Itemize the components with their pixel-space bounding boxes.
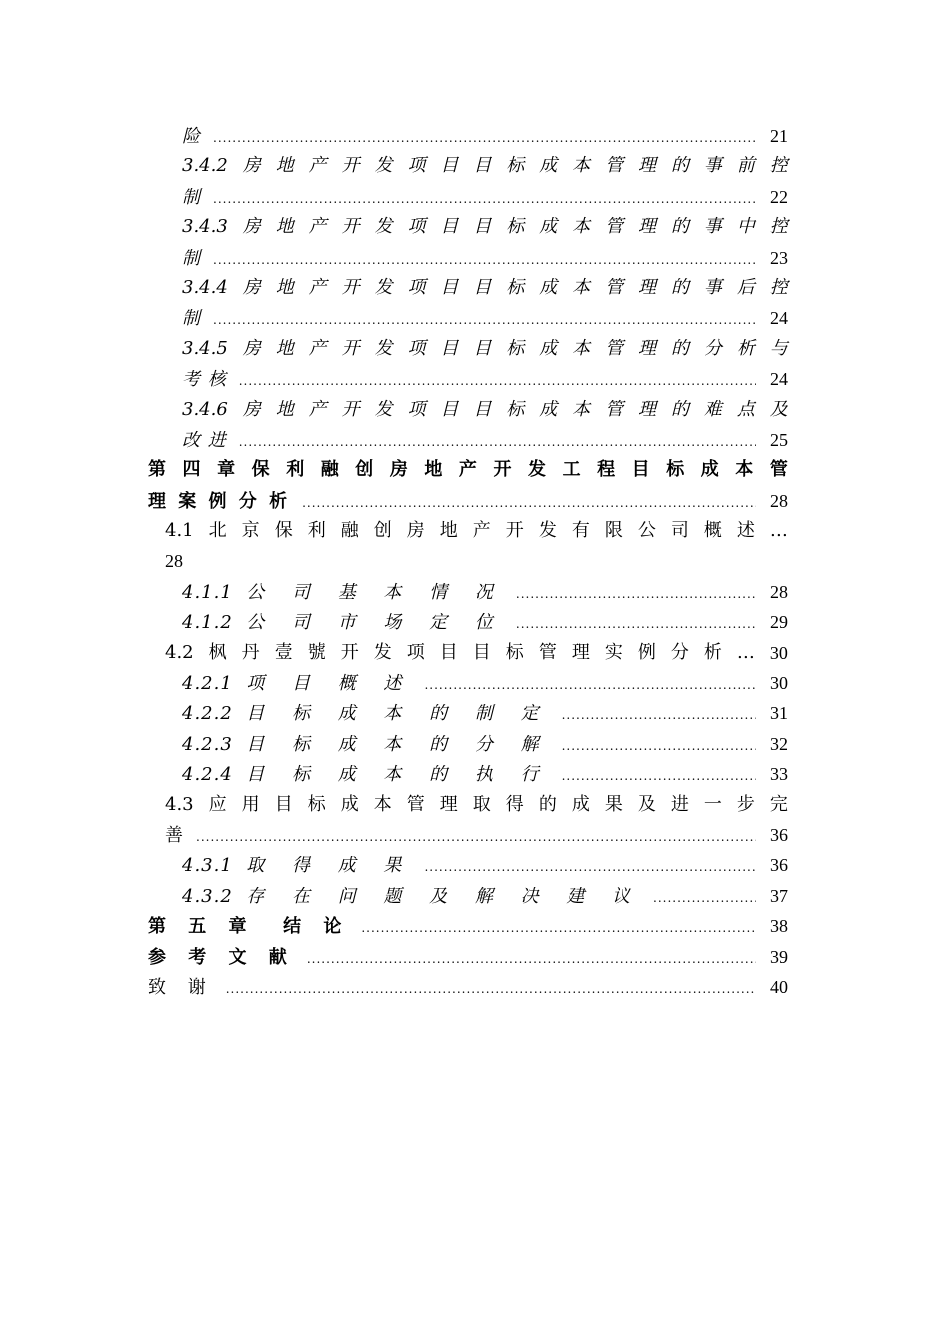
toc-page-number: 32 [770,733,788,754]
title-char: 成 [340,793,359,815]
section-number: 4.1 [165,520,194,542]
toc-entry-title: 第 五 章 结 论 [148,916,350,938]
title-char: 产 [472,520,491,542]
toc-page-number: 39 [770,946,788,967]
title-char: 壹 [274,641,293,663]
dot-leader [424,852,756,882]
toc-section-4-2-4[interactable] [148,759,788,789]
title-char: 发 [374,276,393,298]
title-char: 产 [308,155,327,177]
dot-leader [424,670,756,700]
dot-leader [213,305,756,335]
toc-entry-title: 参 考 文 献 [148,946,295,968]
title-char: 开 [341,276,360,298]
toc-section-4-2-3[interactable] [148,729,788,759]
title-char: 得 [505,793,524,815]
title-char: 成 [700,459,719,481]
title-char: 发 [528,459,547,481]
title-char: 本 [735,459,754,481]
title-char: 控 [769,155,788,177]
title-char: 的 [670,398,689,420]
title-char: 及 [637,793,656,815]
dot-leader [562,761,756,791]
toc-acknowledgements[interactable] [148,972,788,1002]
title-char: 开 [341,398,360,420]
title-char: 进 [670,793,689,815]
title-char: 标 [505,641,524,663]
title-char: 理 [638,216,656,238]
dot-leader [239,427,756,457]
title-char: 开 [341,216,360,238]
title-char: 理 [439,793,458,815]
title-char: 成 [571,793,590,815]
toc-chapter-5[interactable] [148,911,788,941]
title-char: 的 [538,793,557,815]
toc-page-number: 36 [770,824,788,845]
title-char: 目 [440,276,459,298]
title-char: 发 [374,337,393,359]
title-char: 产 [308,337,327,359]
title-char: 融 [340,520,359,542]
title-char: 中 [736,216,755,238]
title-char: 房 [242,155,261,177]
toc-entry-continuation[interactable] [148,182,788,212]
section-number: 4.3.2 [182,885,233,907]
title-char: 房 [242,337,261,359]
toc-entry-3-4-5[interactable] [148,334,788,364]
title-char: 地 [275,276,294,298]
section-number: 4.2 [165,641,194,663]
title-char: 管 [605,337,624,359]
toc-page-number: 37 [770,885,788,906]
section-number: 3.4.5 [182,337,228,359]
title-char: 理 [571,641,590,663]
title-char: 产 [308,216,327,238]
title-char: 完 [769,793,788,815]
title-char: 分 [670,641,689,663]
title-char: 产 [458,459,477,481]
title-char: 前 [736,155,755,177]
title-char: 地 [275,337,294,359]
title-char: 公 [637,520,656,542]
title-char: 事 [703,276,722,298]
title-char: 的 [670,276,689,298]
toc-page-number: 29 [770,612,788,633]
toc-entry-3-4-3[interactable] [148,212,788,242]
title-char: 房 [406,520,425,542]
toc-entry-title: 制 [182,308,201,330]
toc-entry-3-4-6[interactable] [148,395,788,425]
title-char: 第 [148,459,166,481]
dot-leader [307,944,756,974]
dot-leader [196,822,756,852]
toc-section-4-3-2[interactable] [148,881,788,911]
title-char: 项 [407,216,426,238]
title-char: 标 [506,276,525,298]
title-char: 开 [493,459,512,481]
title-char: 目 [440,398,459,420]
title-text: 目 标 成 本 的 执 行 [246,764,550,786]
title-char: 成 [539,398,558,420]
title-char: 京 [241,520,260,542]
title-text: 存 在 问 题 及 解 决 建 议 [246,885,642,907]
section-number: 4.2.1 [182,673,233,695]
title-char: 理 [638,155,656,177]
title-char: 述 [736,520,755,542]
title-char: 地 [439,520,458,542]
title-char: 项 [407,276,426,298]
title-char: 管 [605,216,624,238]
section-number: 3.4.4 [182,276,228,298]
title-char: 地 [424,459,443,481]
dot-leader [562,700,756,730]
toc-entry-title: 致 谢 [148,976,214,998]
section-number: 4.3.1 [182,855,233,877]
title-char: 四 [182,459,201,481]
toc-entry-title: 理 案 例 分 析 [148,490,291,512]
section-number: 4.2.3 [182,733,233,755]
title-char: 一 [703,793,722,815]
title-char: 利 [286,459,305,481]
title-char: 司 [670,520,689,542]
title-text: 目 标 成 本 的 分 解 [246,733,550,755]
title-char: 目 [439,641,458,663]
toc-entry-title [182,273,788,303]
toc-references[interactable] [148,942,788,972]
section-number: 4.2.4 [182,764,233,786]
toc-page-number: 22 [770,186,788,207]
toc-section-4-2-1[interactable] [148,668,788,698]
toc-entry-title [182,395,788,425]
title-char: 概 [703,520,722,542]
title-text: 取 得 成 果 [246,855,413,877]
title-char: 號 [307,641,326,663]
title-char: 成 [539,337,558,359]
toc-entry-title: 善 [165,824,184,846]
title-char: 创 [355,459,374,481]
toc-entry-continuation[interactable] [148,364,788,394]
toc-page-number: 28 [770,581,788,602]
title-char: 目 [473,398,492,420]
title-char: 目 [473,276,492,298]
toc-section-4-3-1[interactable] [148,850,788,880]
title-char: 本 [572,337,591,359]
title-char: 目 [473,337,492,359]
title-char: 发 [374,398,393,420]
toc-section-4-1-1[interactable] [148,577,788,607]
title-char: 开 [341,155,360,177]
title-char: 本 [572,276,591,298]
toc-entry-title [182,608,504,638]
title-char: 利 [307,520,326,542]
title-char: 果 [604,793,623,815]
title-char: 后 [736,276,755,298]
dot-leader [226,974,756,1004]
title-char: 本 [572,398,591,420]
title-char: 目 [440,155,459,177]
title-char: 管 [605,398,624,420]
title-char: 成 [539,155,558,177]
title-char: 例 [637,641,656,663]
title-text: 项 目 概 述 [246,673,413,695]
section-number: 4.3 [165,793,194,815]
title-char: 发 [374,216,393,238]
title-char: 标 [506,398,525,420]
title-text: 公 司 市 场 定 位 [246,612,504,634]
title-char: 项 [407,155,426,177]
dot-leader [562,731,756,761]
title-char: 本 [572,155,591,177]
toc-entry-title [182,669,412,699]
title-char: 限 [604,520,623,542]
section-number: 4.1.2 [182,612,233,634]
toc-entry-title [182,882,641,912]
title-char: 开 [340,641,359,663]
title-char: 成 [539,276,558,298]
ellipsis: … [769,520,788,542]
title-char: 与 [769,337,788,359]
toc-entry-title: 制 [182,186,201,208]
title-char: 的 [670,216,689,238]
toc-entry-title [165,516,788,546]
toc-entry-title [182,578,504,608]
title-char: 房 [242,276,261,298]
title-char: 管 [769,459,788,481]
title-char: 目 [472,641,491,663]
title-char: 房 [389,459,408,481]
title-char: 产 [308,276,327,298]
toc-entry-continuation[interactable] [148,486,788,516]
title-char: 程 [597,459,616,481]
toc-page-number: 24 [770,369,788,390]
toc-entry-continuation[interactable] [148,425,788,455]
title-char: 发 [538,520,557,542]
title-char: 有 [571,520,590,542]
ellipsis: … [736,641,755,663]
title-char: 管 [605,155,624,177]
toc-page-number: 33 [770,764,788,785]
dot-leader [361,913,756,943]
toc-entry-continuation[interactable] [148,243,788,273]
title-char: 项 [407,337,426,359]
toc-entry-continuation[interactable] [148,121,788,151]
title-char: 事 [703,155,722,177]
dot-leader [213,245,756,275]
dot-leader [213,184,756,214]
title-char: 目 [440,337,459,359]
table-of-contents [148,121,788,1002]
title-char: 地 [275,216,294,238]
title-char: 保 [251,459,270,481]
section-number: 3.4.3 [182,216,228,238]
toc-entry-title [165,790,788,820]
title-char: 理 [638,337,656,359]
title-char: 点 [736,398,755,420]
title-char: 北 [208,520,227,542]
dot-leader [213,123,756,153]
toc-section-4-3[interactable] [148,790,788,820]
dot-leader [653,883,756,913]
section-number: 4.1.1 [182,581,233,603]
toc-page-number: 25 [770,429,788,450]
toc-entry-continuation[interactable] [148,303,788,333]
title-char: 房 [242,398,261,420]
title-char: 析 [703,641,722,663]
title-char: 工 [562,459,581,481]
title-char: 的 [670,337,689,359]
dot-leader [516,609,756,639]
toc-page-number: 28 [770,490,788,511]
toc-entry-title [182,760,550,790]
title-char: 房 [242,216,261,238]
title-char: 理 [638,276,656,298]
title-char: 发 [373,641,392,663]
title-char: 目 [440,216,459,238]
title-char: 标 [506,216,525,238]
title-char: 目 [631,459,650,481]
title-char: 实 [604,641,623,663]
title-char: 目 [473,216,492,238]
section-number: 3.4.2 [182,155,228,177]
toc-page-number: 38 [770,916,788,937]
title-char: 步 [736,793,755,815]
toc-entry-title: 制 [182,247,201,269]
title-char: 控 [769,216,788,238]
title-char: 保 [274,520,293,542]
title-text: 公 司 基 本 情 况 [246,581,504,603]
toc-page-number: 31 [770,703,788,724]
title-char: 目 [274,793,293,815]
title-char: 标 [307,793,326,815]
title-char: 的 [670,155,689,177]
title-char: 标 [506,155,525,177]
toc-page-number: 23 [770,247,788,268]
toc-entry-title [182,151,788,181]
toc-entry-title [182,730,550,760]
title-char: 及 [769,398,788,420]
title-char: 管 [538,641,557,663]
toc-entry-title: 改 进 [182,429,227,451]
title-char: 事 [703,216,722,238]
title-char: 管 [605,276,624,298]
toc-entry-title: 险 [182,126,201,147]
title-char: 标 [506,337,525,359]
toc-entry-3-4-4[interactable] [148,273,788,303]
title-char: 融 [320,459,339,481]
toc-section-4-1-2[interactable] [148,607,788,637]
title-text: 目 标 成 本 的 制 定 [246,703,550,725]
toc-entry-continuation[interactable] [148,546,788,576]
title-char: 本 [572,216,591,238]
toc-entry-3-4-2[interactable] [148,151,788,181]
title-char: 章 [217,459,236,481]
toc-section-4-1[interactable] [148,516,788,546]
section-number: 3.4.6 [182,398,228,420]
title-char: 地 [275,155,294,177]
title-char: 理 [638,398,656,420]
toc-entry-title [148,455,788,485]
title-char: 创 [373,520,392,542]
title-char: 管 [406,793,425,815]
title-char: 丹 [241,641,260,663]
toc-page-number: 28 [165,551,183,572]
toc-chapter-4[interactable] [148,455,788,485]
toc-page-number: 21 [770,126,788,146]
toc-entry-title [182,334,788,364]
dot-leader [516,579,756,609]
title-char: 难 [703,398,722,420]
title-char: 分 [703,337,722,359]
title-char: 地 [275,398,294,420]
title-char: 开 [505,520,524,542]
toc-page-number: 40 [770,976,788,997]
title-char: 发 [374,155,393,177]
title-char: 项 [406,641,425,663]
title-char: 取 [472,793,491,815]
title-char: 标 [666,459,685,481]
title-char: 本 [373,793,392,815]
toc-section-4-2[interactable] [148,638,788,668]
title-char: 控 [769,276,788,298]
title-char: 开 [341,337,360,359]
title-char: 目 [473,155,492,177]
title-char: 用 [241,793,260,815]
toc-entry-title: 考 核 [182,369,227,391]
title-char: 成 [539,216,558,238]
title-char: 析 [736,337,755,359]
section-number: 4.2.2 [182,703,233,725]
dot-leader [302,488,756,518]
toc-entry-continuation[interactable] [148,820,788,850]
toc-entry-title [182,851,412,881]
title-char: 产 [308,398,327,420]
toc-entry-title [182,699,550,729]
toc-section-4-2-2[interactable] [148,698,788,728]
toc-entry-title [182,212,788,242]
title-char: 枫 [208,641,227,663]
toc-page-number: 36 [770,855,788,876]
dot-leader [239,366,756,396]
title-char: 项 [407,398,426,420]
toc-entry-title [165,638,788,668]
toc-page-number: 30 [769,642,788,663]
toc-page-number: 30 [770,673,788,694]
toc-page-number: 24 [770,308,788,329]
title-char: 应 [208,793,227,815]
